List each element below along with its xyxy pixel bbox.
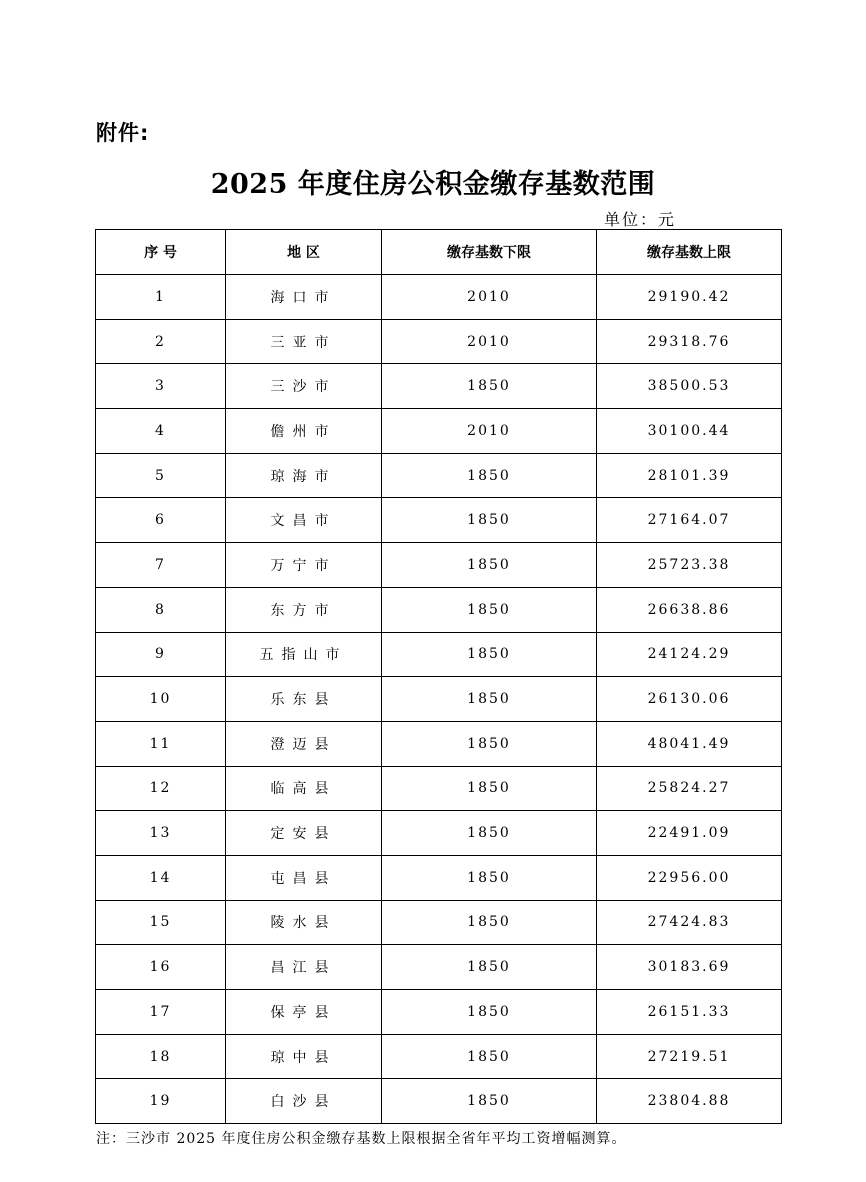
table-row [96, 275, 782, 320]
cell-upper-limit: 29318.76 [597, 319, 782, 364]
cell-region: 万宁市 [226, 543, 382, 588]
cell-no: 19 [96, 1079, 226, 1124]
cell-no: 18 [96, 1034, 226, 1079]
cell-no: 2 [96, 319, 226, 364]
cell-lower-limit: 1850 [382, 364, 597, 409]
table-row [96, 319, 782, 364]
cell-lower-limit: 2010 [382, 409, 597, 454]
table-row [96, 990, 782, 1035]
cell-upper-limit: 38500.53 [597, 364, 782, 409]
cell-upper-limit: 28101.39 [597, 453, 782, 498]
cell-upper-limit: 24124.29 [597, 632, 782, 677]
cell-region: 海口市 [226, 275, 382, 320]
table-header-row [96, 230, 782, 275]
cell-region: 陵水县 [226, 900, 382, 945]
header-region: 地 区 [226, 230, 382, 275]
cell-no: 17 [96, 990, 226, 1035]
cell-no: 1 [96, 275, 226, 320]
table-row [96, 409, 782, 454]
table-row [96, 498, 782, 543]
table-row [96, 855, 782, 900]
cell-upper-limit: 30183.69 [597, 945, 782, 990]
cell-upper-limit: 26130.06 [597, 677, 782, 722]
cell-region: 保亭县 [226, 990, 382, 1035]
header-upper-limit: 缴存基数上限 [597, 230, 782, 275]
cell-region: 三亚市 [226, 319, 382, 364]
cell-lower-limit: 2010 [382, 275, 597, 320]
cell-region: 临高县 [226, 766, 382, 811]
cell-lower-limit: 1850 [382, 1079, 597, 1124]
cell-region: 屯昌县 [226, 855, 382, 900]
table-body [96, 275, 782, 1124]
cell-region: 澄迈县 [226, 721, 382, 766]
cell-no: 8 [96, 587, 226, 632]
cell-no: 13 [96, 811, 226, 856]
cell-lower-limit: 1850 [382, 900, 597, 945]
cell-region: 儋州市 [226, 409, 382, 454]
cell-lower-limit: 1850 [382, 945, 597, 990]
table-row [96, 1034, 782, 1079]
cell-no: 4 [96, 409, 226, 454]
table-row [96, 632, 782, 677]
cell-upper-limit: 48041.49 [597, 721, 782, 766]
unit-label: 单位：元 [604, 210, 677, 229]
cell-no: 9 [96, 632, 226, 677]
table-row [96, 811, 782, 856]
cell-no: 11 [96, 721, 226, 766]
cell-region: 文昌市 [226, 498, 382, 543]
cell-upper-limit: 26151.33 [597, 990, 782, 1035]
table-row [96, 721, 782, 766]
cell-no: 5 [96, 453, 226, 498]
cell-no: 16 [96, 945, 226, 990]
footnote: 注：三沙市 2025 年度住房公积金缴存基数上限根据全省年平均工资增幅测算。 [96, 1131, 627, 1147]
cell-lower-limit: 1850 [382, 721, 597, 766]
table-row [96, 766, 782, 811]
cell-region: 琼中县 [226, 1034, 382, 1079]
header-no: 序 号 [96, 230, 226, 275]
cell-upper-limit: 29190.42 [597, 275, 782, 320]
cell-no: 15 [96, 900, 226, 945]
table-row [96, 677, 782, 722]
cell-upper-limit: 22491.09 [597, 811, 782, 856]
document-title: 2025 年度住房公积金缴存基数范围 [210, 169, 656, 200]
cell-no: 6 [96, 498, 226, 543]
table-row [96, 945, 782, 990]
cell-upper-limit: 27219.51 [597, 1034, 782, 1079]
attachment-label: 附件: [96, 121, 150, 145]
cell-upper-limit: 25723.38 [597, 543, 782, 588]
cell-lower-limit: 1850 [382, 632, 597, 677]
cell-lower-limit: 1850 [382, 543, 597, 588]
cell-region: 五指山市 [226, 632, 382, 677]
cell-no: 10 [96, 677, 226, 722]
cell-upper-limit: 25824.27 [597, 766, 782, 811]
cell-region: 琼海市 [226, 453, 382, 498]
cell-no: 7 [96, 543, 226, 588]
cell-lower-limit: 1850 [382, 766, 597, 811]
cell-upper-limit: 27424.83 [597, 900, 782, 945]
table-row [96, 587, 782, 632]
cell-lower-limit: 1850 [382, 1034, 597, 1079]
table-row [96, 364, 782, 409]
cell-region: 三沙市 [226, 364, 382, 409]
table-row [96, 543, 782, 588]
cell-region: 定安县 [226, 811, 382, 856]
cell-no: 12 [96, 766, 226, 811]
cell-region: 乐东县 [226, 677, 382, 722]
table-row [96, 453, 782, 498]
cell-region: 白沙县 [226, 1079, 382, 1124]
cell-lower-limit: 1850 [382, 453, 597, 498]
cell-lower-limit: 1850 [382, 587, 597, 632]
cell-region: 东方市 [226, 587, 382, 632]
cell-lower-limit: 1850 [382, 855, 597, 900]
table-row [96, 1079, 782, 1124]
cell-upper-limit: 30100.44 [597, 409, 782, 454]
cell-lower-limit: 1850 [382, 677, 597, 722]
cell-lower-limit: 2010 [382, 319, 597, 364]
cell-lower-limit: 1850 [382, 990, 597, 1035]
cell-upper-limit: 27164.07 [597, 498, 782, 543]
cell-upper-limit: 23804.88 [597, 1079, 782, 1124]
table-row [96, 900, 782, 945]
header-lower-limit: 缴存基数下限 [382, 230, 597, 275]
cell-lower-limit: 1850 [382, 498, 597, 543]
cell-region: 昌江县 [226, 945, 382, 990]
cell-no: 3 [96, 364, 226, 409]
cell-upper-limit: 26638.86 [597, 587, 782, 632]
cell-lower-limit: 1850 [382, 811, 597, 856]
contribution-base-table [95, 229, 782, 1124]
cell-no: 14 [96, 855, 226, 900]
cell-upper-limit: 22956.00 [597, 855, 782, 900]
